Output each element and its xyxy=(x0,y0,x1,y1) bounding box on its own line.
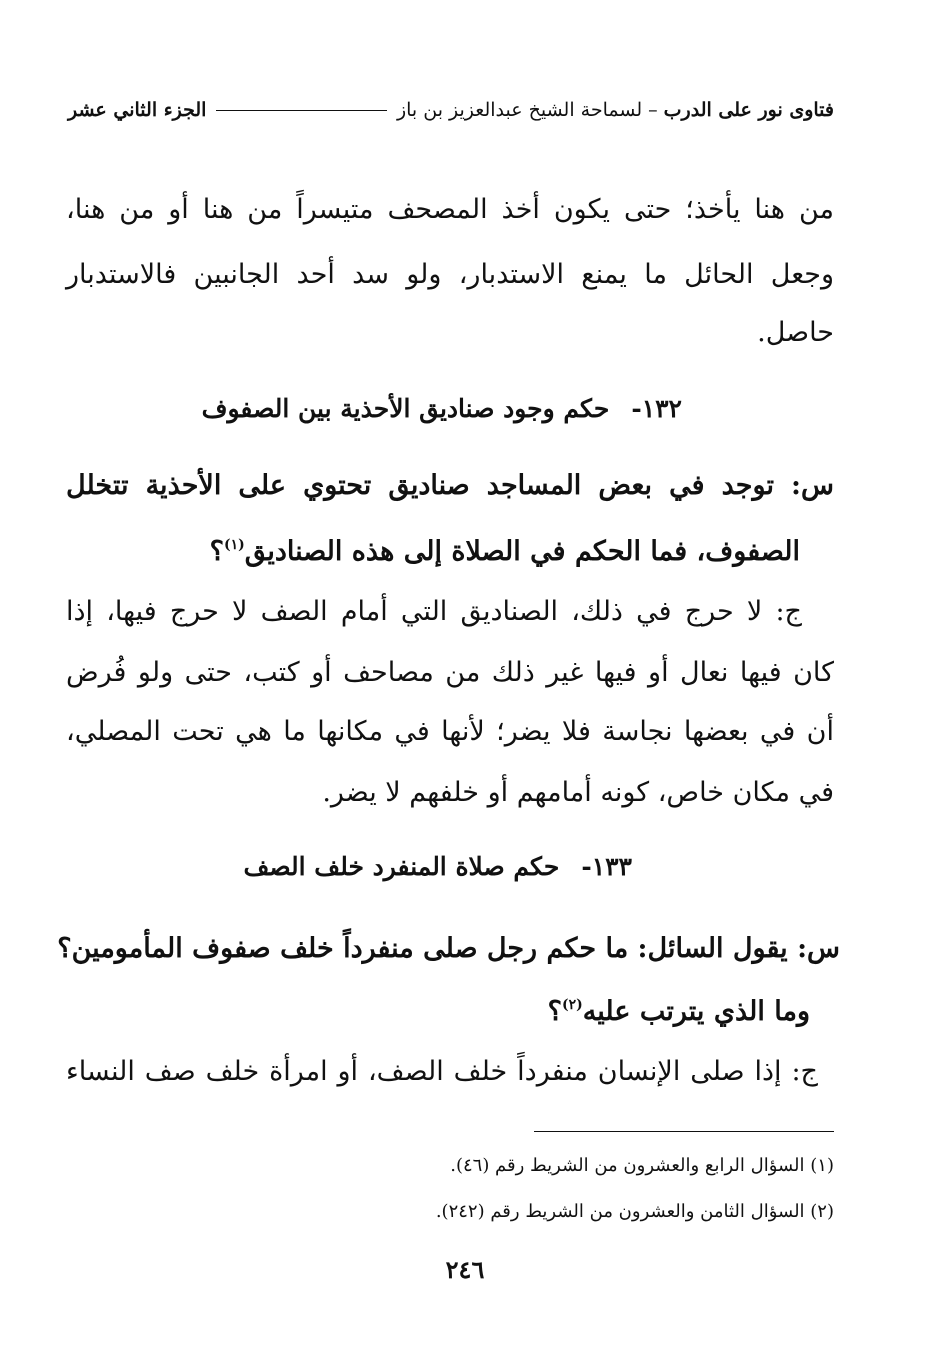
question-line: س: توجد في بعض المساجد صناديق تحتوي على الأحذية تتخلل xyxy=(66,470,834,501)
question-text: وما الذي يترتب عليه xyxy=(582,996,810,1027)
header-book-title: فتاوى نور على الدرب xyxy=(663,99,834,121)
question-line xyxy=(66,985,810,1032)
body-line: وجعل الحائل ما يمنع الاستدبار، ولو سد أحد الجانبين فالاستدبار xyxy=(66,259,834,290)
answer-line: كان فيها نعال أو فيها غير ذلك من مصاحف أو كتب، حتى ولو فُرض xyxy=(66,657,834,688)
answer-line: ج: إذا صلى الإنسان منفرداً خلف الصف، أو امرأة خلف صف النساء xyxy=(66,1056,818,1087)
question-line xyxy=(66,525,800,572)
footnote-separator xyxy=(534,1131,834,1132)
question-line: س: يقول السائل: ما حكم رجل صلى منفرداً خلف صفوف المأمومين؟ xyxy=(57,933,840,964)
answer-line: في مكان خاص، كونه أمامهم أو خلفهم لا يضر. xyxy=(322,777,834,808)
question-mark: ؟ xyxy=(547,996,562,1027)
body-line: من هنا يأخذ؛ حتى يكون أخذ المصحف متيسراً من هنا أو من هنا، xyxy=(66,194,834,225)
question-mark: ؟ xyxy=(209,536,225,567)
section-number: ١٣٣- xyxy=(581,852,632,881)
header-volume: الجزء الثاني عشر xyxy=(68,99,207,121)
header-author: – لسماحة الشيخ عبدالعزيز بن باز xyxy=(396,99,658,121)
section-title: حكم صلاة المنفرد خلف الصف xyxy=(243,852,560,881)
section-number: ١٣٢- xyxy=(631,394,682,423)
header-dash-rule xyxy=(216,110,386,111)
answer-line: ج: لا حرج في ذلك، الصناديق التي أمام الصف لا حرج فيها، إذا xyxy=(66,596,802,627)
page-number: ٢٤٦ xyxy=(445,1255,485,1284)
section-heading-132 xyxy=(202,390,682,428)
section-heading-133 xyxy=(243,848,632,886)
question-text: الصفوف، فما الحكم في الصلاة إلى هذه الصناديق xyxy=(244,536,800,567)
body-line: حاصل. xyxy=(757,317,834,348)
section-title: حكم وجود صناديق الأحذية بين الصفوف xyxy=(201,394,610,423)
running-header xyxy=(68,92,834,128)
footnote-ref: (٢) xyxy=(561,997,583,1013)
footnote-ref: (١) xyxy=(224,537,245,553)
answer-line: أن في بعضها نجاسة فلا يضر؛ لأنها في مكانها ما هي تحت المصلي، xyxy=(66,716,834,747)
footnote: (١) السؤال الرابع والعشرون من الشريط رقم (٤٦). xyxy=(450,1155,834,1176)
footnote: (٢) السؤال الثامن والعشرون من الشريط رقم (٢٤٢). xyxy=(435,1201,834,1222)
